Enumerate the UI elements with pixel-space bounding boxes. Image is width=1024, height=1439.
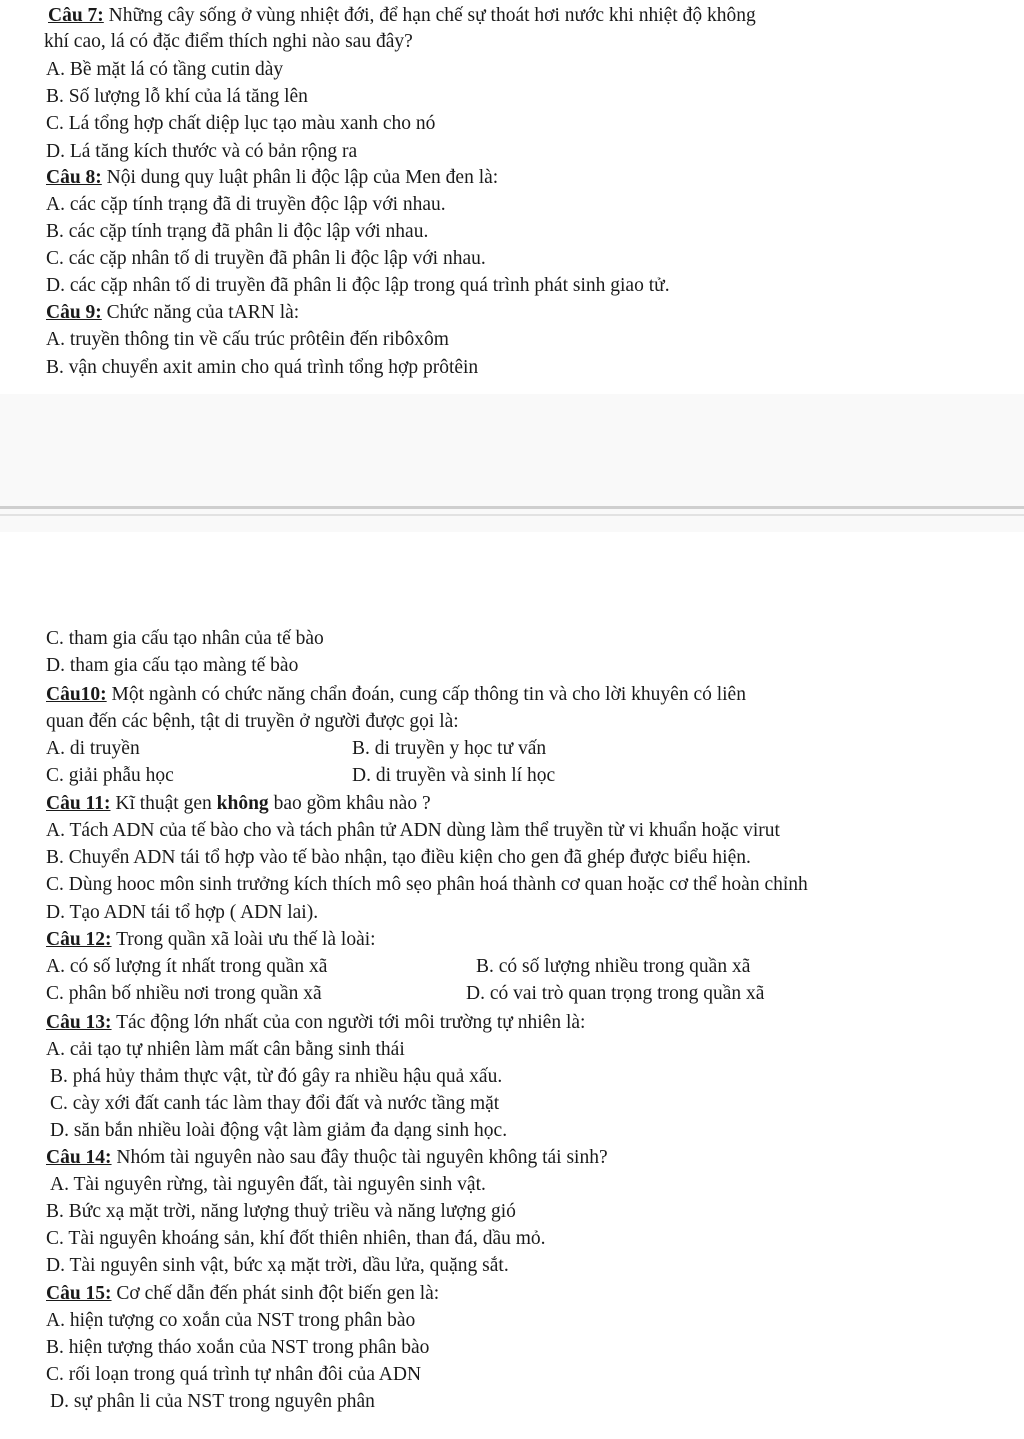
q15-option-a: A. hiện tượng co xoắn của NST trong phân bào <box>46 1310 416 1331</box>
q11-option-d: D. Tạo ADN tái tổ hợp ( ADN lai). <box>46 902 319 923</box>
q9-option-d: D. tham gia cấu tạo màng tế bào <box>46 655 299 676</box>
q15-label: Câu 15: <box>46 1283 112 1304</box>
q10-label: Câu10: <box>46 684 107 705</box>
q14-label: Câu 14: <box>46 1147 112 1168</box>
q13-stem: Tác động lớn nhất của con người tới môi trường tự nhiên là: <box>111 1012 586 1033</box>
q11-stem-bold: không <box>216 793 269 814</box>
q15-stem: Cơ chế dẫn đến phát sinh đột biến gen là: <box>111 1283 440 1304</box>
q13-option-c: C. cày xới đất canh tác làm thay đổi đất và nước tầng mặt <box>50 1093 500 1114</box>
q12-option-a: A. có số lượng ít nhất trong quần xã <box>46 956 328 977</box>
q10-stem-1: Một ngành có chức năng chẩn đoán, cung cấp thông tin và cho lời khuyên có liên <box>106 684 746 705</box>
q8-label: Câu 8: <box>46 167 102 188</box>
q8-option-c: C. các cặp nhân tố di truyền đã phân li độc lập với nhau. <box>46 248 486 269</box>
q10-option-b: B. di truyền y học tư vấn <box>352 738 547 759</box>
q14-option-d: D. Tài nguyên sinh vật, bức xạ mặt trời, dầu lửa, quặng sắt. <box>46 1255 509 1276</box>
q14-option-a: A. Tài nguyên rừng, tài nguyên đất, tài nguyên sinh vật. <box>50 1174 486 1195</box>
q9-option-c: C. tham gia cấu tạo nhân của tế bào <box>46 628 324 649</box>
q11-stem-post: bao gồm khâu nào ? <box>268 793 431 814</box>
q14-option-b: B. Bức xạ mặt trời, năng lượng thuỷ triều và năng lượng gió <box>46 1201 516 1222</box>
q13-option-b: B. phá hủy thảm thực vật, từ đó gây ra nhiều hậu quả xấu. <box>50 1066 503 1087</box>
q14-stem-line <box>46 1146 608 1170</box>
q8-option-b: B. các cặp tính trạng đã phân li độc lập với nhau. <box>46 221 429 242</box>
q15-stem-line <box>46 1282 439 1306</box>
q7-option-c: C. Lá tổng hợp chất diệp lục tạo màu xanh cho nó <box>46 113 436 134</box>
q8-option-a: A. các cặp tính trạng đã di truyền độc lập với nhau. <box>46 194 446 215</box>
q14-option-c: C. Tài nguyên khoáng sản, khí đốt thiên nhiên, than đá, dầu mỏ. <box>46 1228 546 1249</box>
q13-stem-line <box>46 1011 585 1035</box>
q10-option-c: C. giải phẫu học <box>46 765 174 786</box>
q12-option-d: D. có vai trò quan trọng trong quần xã <box>466 983 765 1004</box>
q9-stem-line <box>46 301 299 325</box>
q15-option-c: C. rối loạn trong quá trình tự nhân đôi của ADN <box>46 1364 422 1385</box>
q12-label: Câu 12: <box>46 929 112 950</box>
q12-option-b: B. có số lượng nhiều trong quần xã <box>476 956 751 977</box>
q15-option-d: D. sự phân li của NST trong nguyên phân <box>50 1391 375 1412</box>
q13-option-d: D. săn bắn nhiều loài động vật làm giảm đa dạng sinh học. <box>50 1120 508 1141</box>
q9-option-b: B. vận chuyển axit amin cho quá trình tổng hợp prôtêin <box>46 357 479 378</box>
q12-options-row1 <box>46 955 751 979</box>
q10-stem-line1 <box>46 683 746 707</box>
q12-options-row2 <box>46 982 765 1006</box>
q10-options-row1 <box>46 737 547 761</box>
q7-stem-line1 <box>48 4 756 28</box>
q11-option-c: C. Dùng hooc môn sinh trưởng kích thích mô sẹo phân hoá thành cơ quan hoặc cơ thể hoàn chỉnh <box>46 874 808 895</box>
q7-option-a: A. Bề mặt lá có tầng cutin dày <box>46 59 284 80</box>
q14-stem: Nhóm tài nguyên nào sau đây thuộc tài nguyên không tái sinh? <box>111 1147 608 1168</box>
q7-option-b: B. Số lượng lỗ khí của lá tăng lên <box>46 86 308 107</box>
q8-stem-line <box>46 166 498 190</box>
q10-options-row2 <box>46 764 556 788</box>
page-divider-shadow <box>0 514 1024 516</box>
q7-stem-2: khí cao, lá có đặc điểm thích nghi nào sau đây? <box>44 31 413 52</box>
q12-stem: Trong quần xã loài ưu thế là loài: <box>111 929 376 950</box>
q11-option-a: A. Tách ADN của tế bào cho và tách phân tử ADN dùng làm thể truyền từ vi khuẩn hoặc virut <box>46 820 780 841</box>
q8-stem: Nội dung quy luật phân li độc lập của Men đen là: <box>101 167 499 188</box>
q7-stem-1: Những cây sống ở vùng nhiệt đới, để hạn chế sự thoát hơi nước khi nhiệt độ không <box>103 5 756 26</box>
q11-label: Câu 11: <box>46 793 111 814</box>
q12-option-c: C. phân bố nhiều nơi trong quần xã <box>46 983 322 1004</box>
q9-option-a: A. truyền thông tin về cấu trúc prôtêin đến ribôxôm <box>46 329 449 350</box>
q8-option-d: D. các cặp nhân tố di truyền đã phân li độc lập trong quá trình phát sinh giao tử. <box>46 275 670 296</box>
q11-stem-line <box>46 792 431 816</box>
q15-option-b: B. hiện tượng tháo xoắn của NST trong phân bào <box>46 1337 430 1358</box>
q10-option-a: A. di truyền <box>46 738 140 759</box>
q13-option-a: A. cải tạo tự nhiên làm mất cân bằng sinh thái <box>46 1039 405 1060</box>
q9-stem: Chức năng của tARN là: <box>101 302 300 323</box>
q9-label: Câu 9: <box>46 302 102 323</box>
q7-option-d: D. Lá tăng kích thước và có bản rộng ra <box>46 141 358 162</box>
page-break-gap <box>0 394 1024 532</box>
q11-stem-pre: Kĩ thuật gen <box>110 793 217 814</box>
q10-stem-2: quan đến các bệnh, tật di truyền ở người được gọi là: <box>46 711 459 732</box>
page-divider <box>0 506 1024 509</box>
q12-stem-line <box>46 928 376 952</box>
q11-option-b: B. Chuyển ADN tái tổ hợp vào tế bào nhận, tạo điều kiện cho gen đã ghép được biểu hiện. <box>46 847 751 868</box>
q13-label: Câu 13: <box>46 1012 112 1033</box>
q7-label: Câu 7: <box>48 5 104 26</box>
q10-option-d: D. di truyền và sinh lí học <box>352 765 556 786</box>
